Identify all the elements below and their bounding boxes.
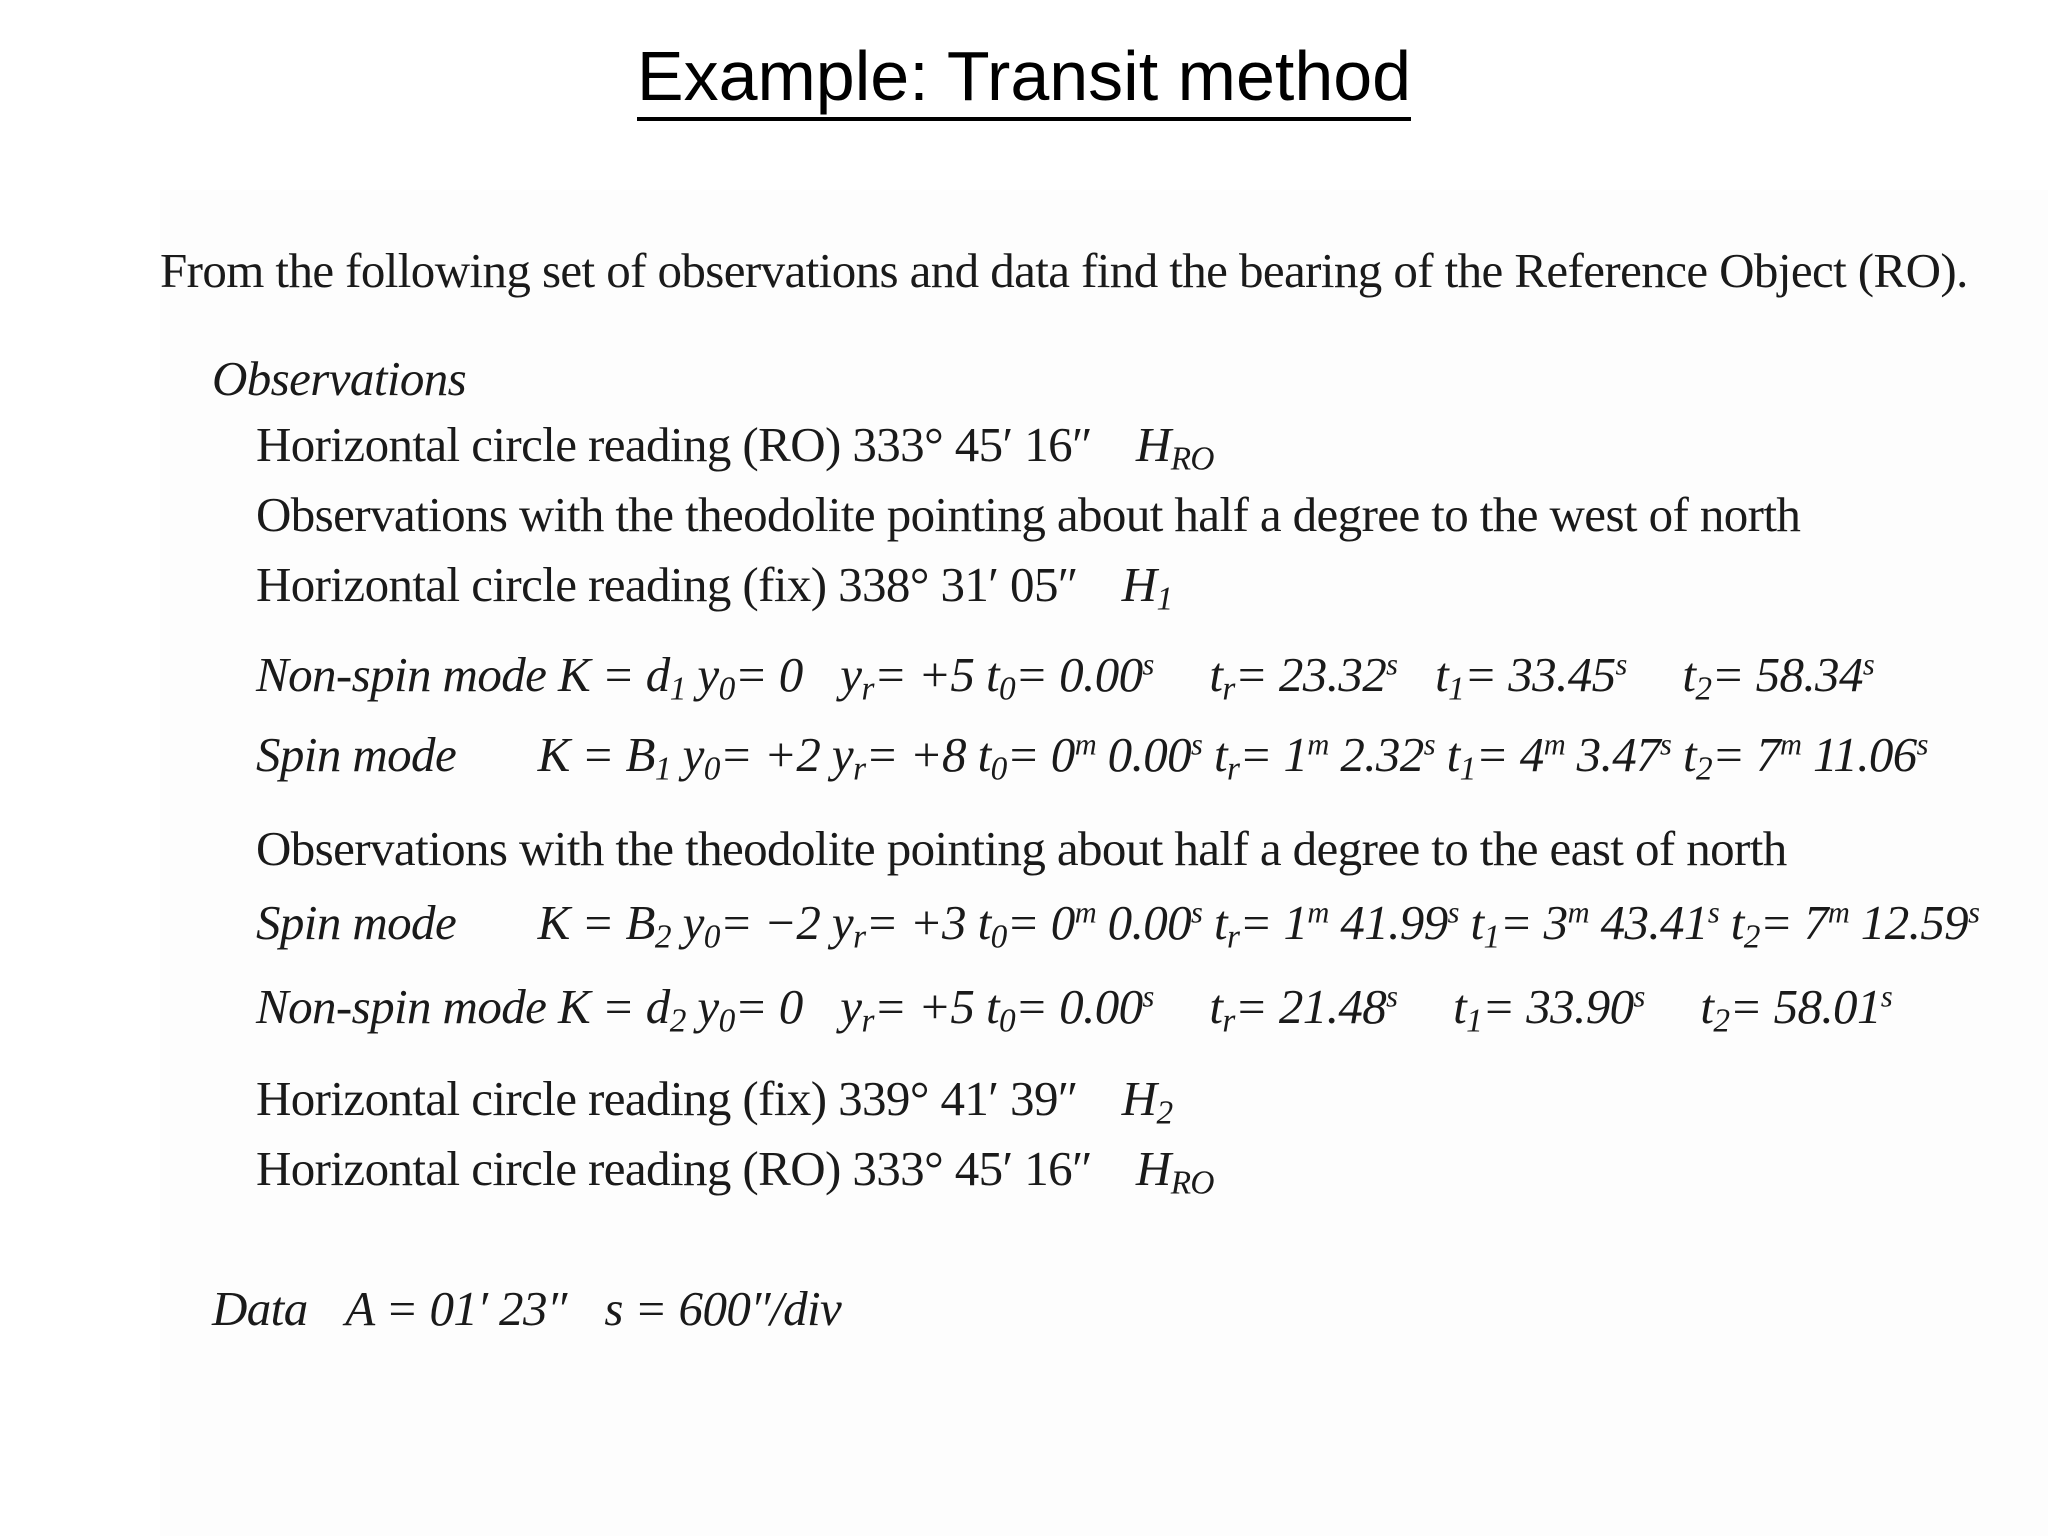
hro-reading-2 (256, 1140, 1214, 1202)
t2-value: $t_2= 7^m$ 12.59$^s$ (1730, 895, 1980, 956)
reading-text: Horizontal circle reading (fix) 338° 31′ 05″ (256, 557, 1078, 612)
east-note: Observations with the theodolite pointing about half a degree to the east of north (256, 821, 1787, 876)
data-s-value: s = 600″/div (604, 1281, 842, 1336)
data-a-value: A = 01′ 23″ (345, 1281, 567, 1336)
tr-value: $t_r= 1^m$ 41.99$^s$ (1213, 895, 1459, 956)
reading-text: Horizontal circle reading (RO) 333° 45′ 16″ (256, 417, 1092, 472)
reading-text: Horizontal circle reading (RO) 333° 45′ 16″ (256, 1141, 1092, 1196)
t1-value: $t_1= 33.90^s$ (1453, 979, 1645, 1040)
h1-reading (256, 556, 1173, 618)
mode-label: Spin mode (256, 727, 457, 782)
t2-value: $t_2= 58.34^s$ (1682, 647, 1875, 708)
mode-label: Non-spin mode (256, 647, 547, 702)
data-label: Data (212, 1281, 308, 1336)
slide-title: Example: Transit method (0, 36, 2048, 116)
west-spin-row (256, 726, 1928, 788)
reading-symbol: $H_{RO}$ (1135, 417, 1214, 478)
reading-symbol: $H_2$ (1121, 1071, 1173, 1132)
observations-heading: Observations (212, 351, 467, 406)
west-nonspin-row (256, 646, 1875, 708)
problem-intro: From the following set of observations and data find the bearing of the Reference Object (RO). (160, 243, 1968, 298)
t0-value: $t_0= 0.00^s$ (985, 647, 1154, 708)
yr-value: $y_r= +5$ (840, 979, 975, 1040)
h2-reading (256, 1070, 1173, 1132)
t1-value: $t_1= 4^m$ 3.47$^s$ (1446, 727, 1672, 788)
data-row (212, 1280, 841, 1337)
t2-value: $t_2= 58.01^s$ (1700, 979, 1893, 1040)
mode-label: Spin mode (256, 895, 457, 950)
tr-value: $t_r= 23.32^s$ (1209, 647, 1398, 708)
east-spin-row (256, 894, 1980, 956)
y0-value: $y_0= +2$ (682, 727, 821, 788)
y0-value: $y_0= 0$ (697, 979, 803, 1040)
y0-value: $y_0= -2$ (682, 895, 821, 956)
t0-value: $t_0= 0^m$ 0.00$^s$ (977, 727, 1203, 788)
reading-text: Horizontal circle reading (fix) 339° 41′ 39″ (256, 1071, 1078, 1126)
y0-value: $y_0= 0$ (697, 647, 803, 708)
problem-figure (160, 190, 2048, 1536)
k-value: $K = B_1$ (537, 727, 671, 788)
reading-symbol: $H_{RO}$ (1135, 1141, 1214, 1202)
tr-value: $t_r= 21.48^s$ (1209, 979, 1398, 1040)
k-value: $K = d_2$ (557, 979, 686, 1040)
yr-value: $y_r= +8$ (831, 727, 966, 788)
t0-value: $t_0= 0.00^s$ (985, 979, 1154, 1040)
t1-value: $t_1= 33.45^s$ (1435, 647, 1627, 708)
east-nonspin-row (256, 978, 1893, 1040)
t1-value: $t_1= 3^m$ 43.41$^s$ (1470, 895, 1720, 956)
k-value: $K = B_2$ (537, 895, 671, 956)
t0-value: $t_0= 0^m$ 0.00$^s$ (977, 895, 1203, 956)
k-value: $K = d_1$ (557, 647, 686, 708)
yr-value: $y_r= +3$ (831, 895, 966, 956)
hro-reading-1 (256, 416, 1214, 478)
mode-label: Non-spin mode (256, 979, 547, 1034)
west-note: Observations with the theodolite pointing about half a degree to the west of north (256, 487, 1801, 542)
t2-value: $t_2= 7^m$ 11.06$^s$ (1682, 727, 1928, 788)
tr-value: $t_r= 1^m$ 2.32$^s$ (1213, 727, 1435, 788)
reading-symbol: $H_1$ (1121, 557, 1173, 618)
yr-value: $y_r= +5$ (840, 647, 975, 708)
